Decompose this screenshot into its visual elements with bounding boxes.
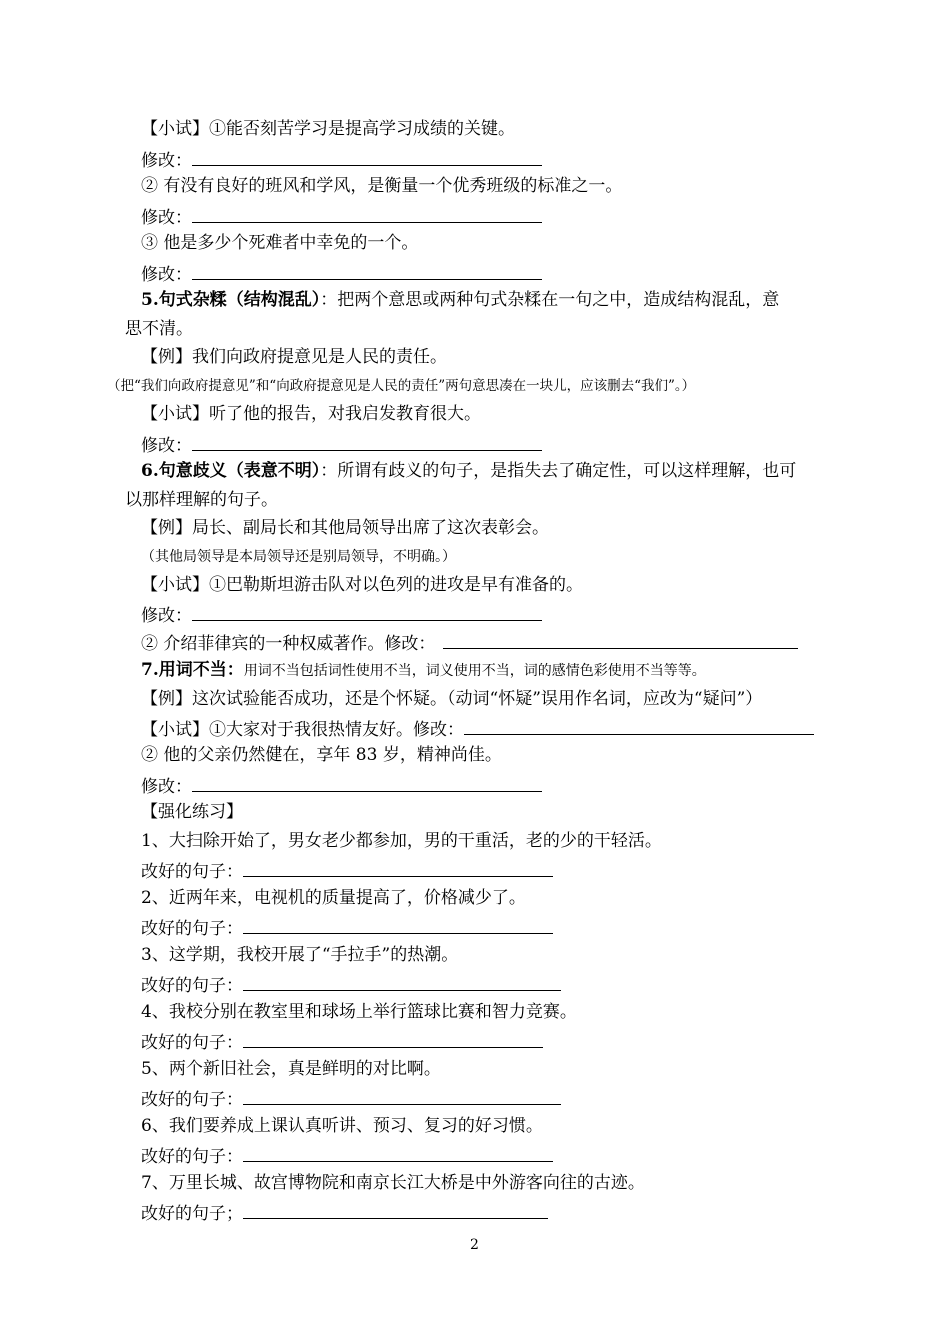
revision-line <box>141 773 542 798</box>
example-6-note: （其他局领导是本局领导还是别局领导，不明确。） <box>141 549 456 565</box>
answer-blank[interactable] <box>192 204 542 223</box>
corrected-label: 改好的句子： <box>141 976 243 996</box>
revision-label: 修改： <box>141 208 192 228</box>
trial-item-6-1: 【小试】①巴勒斯坦游击队对以色列的进攻是早有准备的。 <box>141 575 583 595</box>
trial-item-text: ② 介绍菲律宾的一种权威著作。修改： <box>141 634 436 654</box>
answer-blank[interactable] <box>443 630 798 649</box>
answer-blank[interactable] <box>464 716 814 735</box>
trial-item-5: 【小试】听了他的报告，对我启发教育很大。 <box>141 404 481 424</box>
answer-blank[interactable] <box>243 972 561 991</box>
section-6-definition: ：所谓有歧义的句子，是指失去了确定性，可以这样理解，也可 <box>320 461 797 481</box>
revision-line <box>141 432 542 457</box>
example-5: 【例】我们向政府提意见是人民的责任。 <box>141 347 447 367</box>
section-6-heading <box>141 460 796 482</box>
corrected-sentence-line <box>141 1143 553 1168</box>
example-7: 【例】这次试验能否成功，还是个怀疑。（动词“怀疑”误用作名词，应改为“疑问”） <box>141 689 763 709</box>
answer-blank[interactable] <box>243 915 553 934</box>
practice-heading: 【强化练习】 <box>141 802 243 822</box>
corrected-sentence-line <box>141 972 561 997</box>
section-5-definition-cont: 思不清。 <box>125 319 193 339</box>
example-6: 【例】局长、副局长和其他局领导出席了这次表彰会。 <box>141 518 549 538</box>
practice-item-1: 1、大扫除开始了，男女老少都参加，男的干重活，老的少的干轻活。 <box>141 831 662 851</box>
corrected-label: 改好的句子； <box>141 1204 243 1224</box>
practice-item-7: 7、万里长城、故宫博物院和南京长江大桥是中外游客向往的古迹。 <box>141 1173 645 1193</box>
section-5-heading <box>141 289 779 311</box>
practice-item-4: 4、我校分别在教室里和球场上举行篮球比赛和智力竞赛。 <box>141 1002 577 1022</box>
page-number: 2 <box>470 1237 479 1253</box>
revision-line <box>141 147 542 172</box>
revision-line <box>141 602 542 627</box>
corrected-label: 改好的句子： <box>141 1147 243 1167</box>
trial-item-6-2 <box>141 630 798 655</box>
trial-item-text: 【小试】①大家对于我很热情友好。修改： <box>141 720 464 740</box>
corrected-label: 改好的句子： <box>141 1033 243 1053</box>
example-5-note: （把“我们向政府提意见”和“向政府提意见是人民的责任”两句意思凑在一块儿，应该删去“我们”。） <box>107 378 696 394</box>
revision-line <box>141 261 542 286</box>
corrected-label: 改好的句子： <box>141 1090 243 1110</box>
section-6-title: 6.句意歧义（表意不明） <box>141 461 321 481</box>
answer-blank[interactable] <box>243 1086 561 1105</box>
answer-blank[interactable] <box>192 602 542 621</box>
revision-label: 修改： <box>141 436 192 456</box>
practice-item-5: 5、两个新旧社会，真是鲜明的对比啊。 <box>141 1059 441 1079</box>
section-7-definition: 用词不当包括词性使用不当，词义使用不当，词的感情色彩使用不当等等。 <box>243 663 706 679</box>
practice-item-6: 6、我们要养成上课认真听讲、预习、复习的好习惯。 <box>141 1116 543 1136</box>
revision-label: 修改： <box>141 777 192 797</box>
answer-blank[interactable] <box>243 1200 548 1219</box>
revision-line <box>141 204 542 229</box>
revision-label: 修改： <box>141 606 192 626</box>
corrected-sentence-line <box>141 1086 561 1111</box>
section-7-heading <box>141 659 706 682</box>
answer-blank[interactable] <box>192 773 542 792</box>
answer-blank[interactable] <box>243 858 553 877</box>
corrected-label: 改好的句子： <box>141 919 243 939</box>
trial-item-7-2: ② 他的父亲仍然健在，享年 83 岁，精神尚佳。 <box>141 745 502 765</box>
revision-label: 修改： <box>141 151 192 171</box>
section-5-definition: ：把两个意思或两种句式杂糅在一句之中，造成结构混乱，意 <box>320 290 780 310</box>
corrected-sentence-line <box>141 915 553 940</box>
trial-item-1: 【小试】①能否刻苦学习是提高学习成绩的关键。 <box>141 119 515 139</box>
practice-item-2: 2、近两年来，电视机的质量提高了，价格减少了。 <box>141 888 526 908</box>
answer-blank[interactable] <box>192 261 542 280</box>
corrected-sentence-line <box>141 1200 548 1225</box>
answer-blank[interactable] <box>243 1143 553 1162</box>
corrected-sentence-line <box>141 1029 543 1054</box>
section-5-title: 5.句式杂糅（结构混乱） <box>141 290 321 310</box>
revision-label: 修改： <box>141 265 192 285</box>
answer-blank[interactable] <box>243 1029 543 1048</box>
corrected-label: 改好的句子： <box>141 862 243 882</box>
section-7-title: 7.用词不当： <box>141 660 244 680</box>
answer-blank[interactable] <box>192 432 542 451</box>
trial-item-3: ③ 他是多少个死难者中幸免的一个。 <box>141 233 419 253</box>
practice-item-3: 3、这学期，我校开展了“手拉手”的热潮。 <box>141 945 459 965</box>
corrected-sentence-line <box>141 858 553 883</box>
section-6-definition-cont: 以那样理解的句子。 <box>125 490 278 510</box>
trial-item-7-1 <box>141 716 814 741</box>
answer-blank[interactable] <box>192 147 542 166</box>
trial-item-2: ② 有没有良好的班风和学风，是衡量一个优秀班级的标准之一。 <box>141 176 623 196</box>
